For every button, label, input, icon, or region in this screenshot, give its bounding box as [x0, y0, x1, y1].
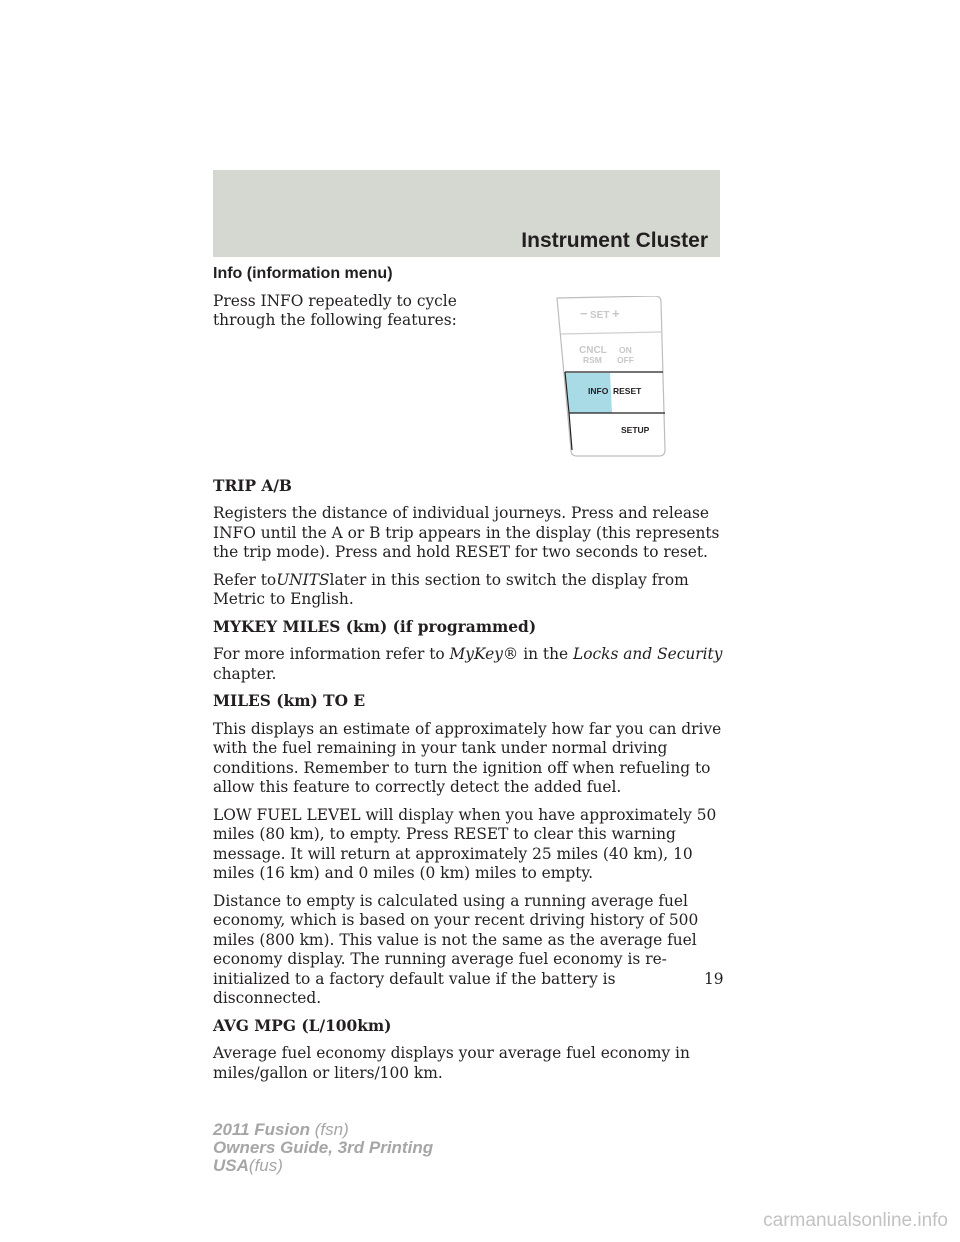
rsm-label: RSM: [583, 355, 602, 365]
section-title: Info (information menu): [213, 265, 393, 282]
avg-mpg-heading: AVG MPG (L/100km): [213, 1016, 392, 1035]
setup-label: SETUP: [621, 425, 650, 435]
reset-label: RESET: [613, 386, 642, 396]
mykey-heading: MYKEY MILES (km) (if programmed): [213, 617, 537, 636]
steering-wheel-controls-diagram: [555, 296, 675, 458]
set-label: SET: [590, 310, 610, 321]
distance-to-empty-paragraph: Distance to empty is calculated using a running average fuel economy, which is based on your recent driving history of 500 miles (800 km). This value is not the same as the average fuel economy display. The running average fuel economy is re-initialized to a factory default value if the battery is disconnected.: [213, 891, 699, 1007]
cncl-label: CNCL: [579, 345, 607, 356]
avg-mpg-paragraph: Average fuel economy displays your average fuel economy in miles/gallon or liters/100 km.: [213, 1044, 690, 1082]
page-number: 19: [704, 970, 724, 988]
trip-paragraph: Registers the distance of individual journeys. Press and release INFO until the A or B trip appears in the display (this represents the trip mode). Press and hold RESET for two seconds to reset.: [213, 504, 720, 561]
chapter-title: Instrument Cluster: [521, 229, 708, 252]
low-fuel-paragraph: LOW FUEL LEVEL will display when you have approximately 50 miles (80 km), to empty. Press RESET to clear this warning message. It will return at approximately 25 miles (40 km), 10 miles (16 km) and 0 miles (0 km) miles to empty.: [213, 805, 717, 882]
miles-to-e-heading: MILES (km) TO E: [213, 692, 366, 710]
chapter-header: [213, 170, 720, 257]
intro-text: Press INFO repeatedly to cycle through the following features:: [213, 291, 457, 329]
miles-to-e-paragraph-1: This displays an estimate of approximately how far you can drive with the fuel remaining in your tank under normal driving conditions. Remember to turn the ignition off when refueling to allow this feature to correctly detect the added fuel.: [213, 719, 722, 796]
minus-label: −: [580, 306, 588, 321]
plus-label: +: [612, 306, 620, 321]
off-label: OFF: [617, 355, 634, 365]
units-paragraph: Refer toUNITSlater in this section to switch the display from Metric to English.: [213, 570, 689, 608]
on-label: ON: [619, 345, 632, 355]
print-footer: 2011 Fusion (fsn) Owners Guide, 3rd Printing USA(fus): [213, 1120, 434, 1175]
info-label: INFO: [588, 386, 609, 396]
trip-heading: TRIP A/B: [213, 476, 292, 495]
watermark: carmanualsonline.info: [763, 1210, 948, 1231]
mykey-paragraph: For more information refer to MyKey® in the Locks and Security chapter.: [213, 645, 723, 683]
